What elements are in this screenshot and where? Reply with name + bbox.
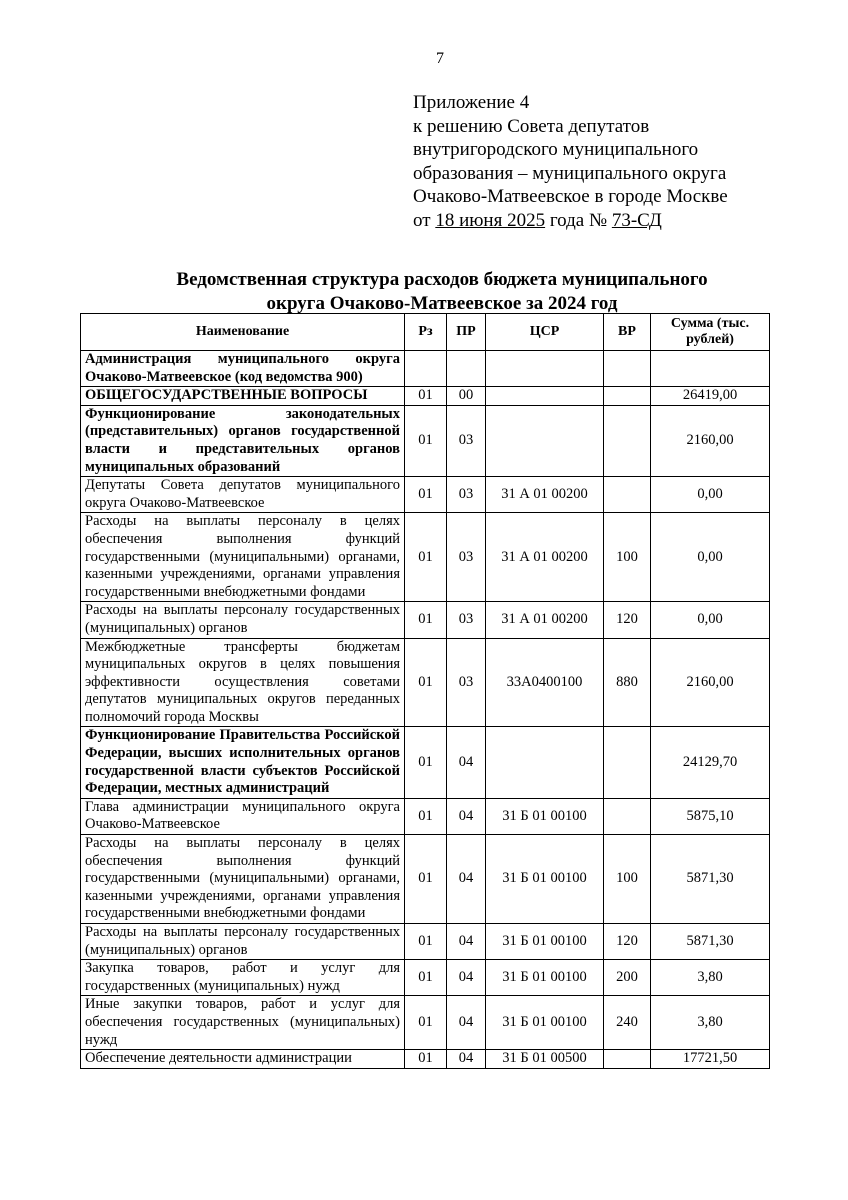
decision-date: 18 июня 2025 [435,209,546,231]
cell-csr [486,727,604,798]
table-row [81,835,770,924]
cell-name: Администрация муниципального округа Очаково-Матвеевское (код ведомства 900) [81,351,405,387]
cell-pr: 04 [447,960,486,996]
cell-csr [486,387,604,406]
cell-name: Глава администрации муниципального округа Очаково-Матвеевское [81,798,405,834]
appendix-line: Приложение 4 [413,92,530,113]
cell-pr: 04 [447,727,486,798]
cell-sum: 2160,00 [651,638,770,727]
cell-csr: 31 Б 01 00100 [486,924,604,960]
date-mid: года № [545,209,612,231]
cell-vr: 200 [604,960,651,996]
cell-name: Расходы на выплаты персоналу государственных (муниципальных) органов [81,924,405,960]
cell-pr: 04 [447,1050,486,1069]
cell-rz: 01 [405,638,447,727]
cell-rz: 01 [405,924,447,960]
cell-sum: 2160,00 [651,405,770,476]
cell-name: Функционирование Правительства Российской Федерации, высших исполнительных органов государственной власти субъектов Российской Федерации, местных администраций [81,727,405,798]
page-number: 7 [436,50,444,67]
cell-sum: 5871,30 [651,835,770,924]
cell-pr: 03 [447,638,486,727]
table-row [81,727,770,798]
cell-rz: 01 [405,602,447,638]
cell-vr [604,387,651,406]
table-row [81,960,770,996]
cell-rz: 01 [405,477,447,513]
header-rz: Рз [405,314,447,351]
header-csr: ЦСР [486,314,604,351]
cell-pr: 00 [447,387,486,406]
cell-vr [604,727,651,798]
cell-pr: 03 [447,405,486,476]
cell-name: Иные закупки товаров, работ и услуг для обеспечения государственных (муниципальных) нужд [81,996,405,1050]
appendix-line: образования – муниципального округа [413,162,727,184]
table-row [81,924,770,960]
cell-sum: 26419,00 [651,387,770,406]
appendix-line: Очаково-Матвеевское в городе Москве [413,186,728,207]
cell-sum: 5875,10 [651,798,770,834]
cell-name: Обеспечение деятельности администрации [81,1050,405,1069]
document-title [82,268,802,316]
cell-csr: 31 Б 01 00100 [486,960,604,996]
cell-name: Функционирование законодательных (представительных) органов государственной власти и представительных органов муниципальных образований [81,405,405,476]
cell-vr: 100 [604,513,651,602]
cell-csr: 31 А 01 00200 [486,602,604,638]
cell-rz: 01 [405,387,447,406]
cell-name: ОБЩЕГОСУДАРСТВЕННЫЕ ВОПРОСЫ [81,387,405,406]
cell-rz: 01 [405,798,447,834]
cell-pr: 03 [447,602,486,638]
cell-name: Расходы на выплаты персоналу в целях обеспечения выполнения функций государственными (муниципальными) органами, казенными учреждениями, органами управления государственными внебюджетными фондами [81,835,405,924]
cell-name: Депутаты Совета депутатов муниципального округа Очаково-Матвеевское [81,477,405,513]
table-row [81,351,770,387]
cell-csr: 31 А 01 00200 [486,513,604,602]
cell-rz: 01 [405,727,447,798]
date-prefix: от [413,209,436,231]
cell-sum: 24129,70 [651,727,770,798]
cell-sum: 0,00 [651,513,770,602]
cell-pr: 04 [447,798,486,834]
table-row [81,798,770,834]
table-row [81,405,770,476]
cell-vr [604,351,651,387]
cell-vr: 240 [604,996,651,1050]
cell-name: Расходы на выплаты персоналу государственных (муниципальных) органов [81,602,405,638]
cell-vr: 880 [604,638,651,727]
cell-vr [604,798,651,834]
cell-csr [486,405,604,476]
cell-sum: 3,80 [651,960,770,996]
appendix-line: к решению Совета депутатов [413,115,650,137]
table-row [81,513,770,602]
cell-csr: 31 Б 01 00100 [486,835,604,924]
cell-sum: 5871,30 [651,924,770,960]
document-title-line: округа Очаково-Матвеевское за 2024 год [266,293,618,314]
cell-sum: 3,80 [651,996,770,1050]
cell-rz: 01 [405,405,447,476]
cell-rz: 01 [405,1050,447,1069]
appendix-line: внутригородского муниципального [413,139,699,160]
table-row [81,1050,770,1069]
document-title-line: Ведомственная структура расходов бюджета муниципального [176,269,708,290]
cell-pr [447,351,486,387]
cell-csr: 31 Б 01 00100 [486,798,604,834]
cell-rz: 01 [405,996,447,1050]
cell-csr: 31 А 01 00200 [486,477,604,513]
cell-vr: 120 [604,602,651,638]
cell-csr: 31 Б 01 00100 [486,996,604,1050]
cell-pr: 03 [447,477,486,513]
cell-vr [604,477,651,513]
cell-sum: 0,00 [651,477,770,513]
cell-rz: 01 [405,960,447,996]
decision-number: 73-СД [611,209,662,231]
cell-rz: 01 [405,835,447,924]
table-header-row [81,314,770,351]
cell-pr: 04 [447,924,486,960]
budget-table [80,313,770,1069]
appendix-block [413,91,833,232]
cell-name: Расходы на выплаты персоналу в целях обеспечения выполнения функций государственными (муниципальными) органами, казенными учреждениями, органами управления государственными внебюджетными фондами [81,513,405,602]
table-row [81,387,770,406]
cell-vr: 100 [604,835,651,924]
cell-csr [486,351,604,387]
header-name: Наименование [81,314,405,351]
cell-pr: 04 [447,835,486,924]
table-row [81,996,770,1050]
header-pr: ПР [447,314,486,351]
cell-vr [604,405,651,476]
cell-csr: 31 Б 01 00500 [486,1050,604,1069]
header-sum: Сумма (тыс. рублей) [651,314,770,351]
cell-pr: 03 [447,513,486,602]
appendix-date-line [413,209,833,233]
cell-csr: 33А0400100 [486,638,604,727]
cell-name: Межбюджетные трансферты бюджетам муниципальных округов в целях повышения эффективности осуществления советами депутатов муниципальных округов переданных полномочий города Москвы [81,638,405,727]
cell-sum: 17721,50 [651,1050,770,1069]
cell-name: Закупка товаров, работ и услуг для государственных (муниципальных) нужд [81,960,405,996]
cell-sum [651,351,770,387]
cell-sum: 0,00 [651,602,770,638]
table-row [81,477,770,513]
cell-rz: 01 [405,513,447,602]
table-row [81,638,770,727]
cell-pr: 04 [447,996,486,1050]
table-row [81,602,770,638]
cell-vr: 120 [604,924,651,960]
cell-vr [604,1050,651,1069]
header-vr: ВР [604,314,651,351]
cell-rz [405,351,447,387]
